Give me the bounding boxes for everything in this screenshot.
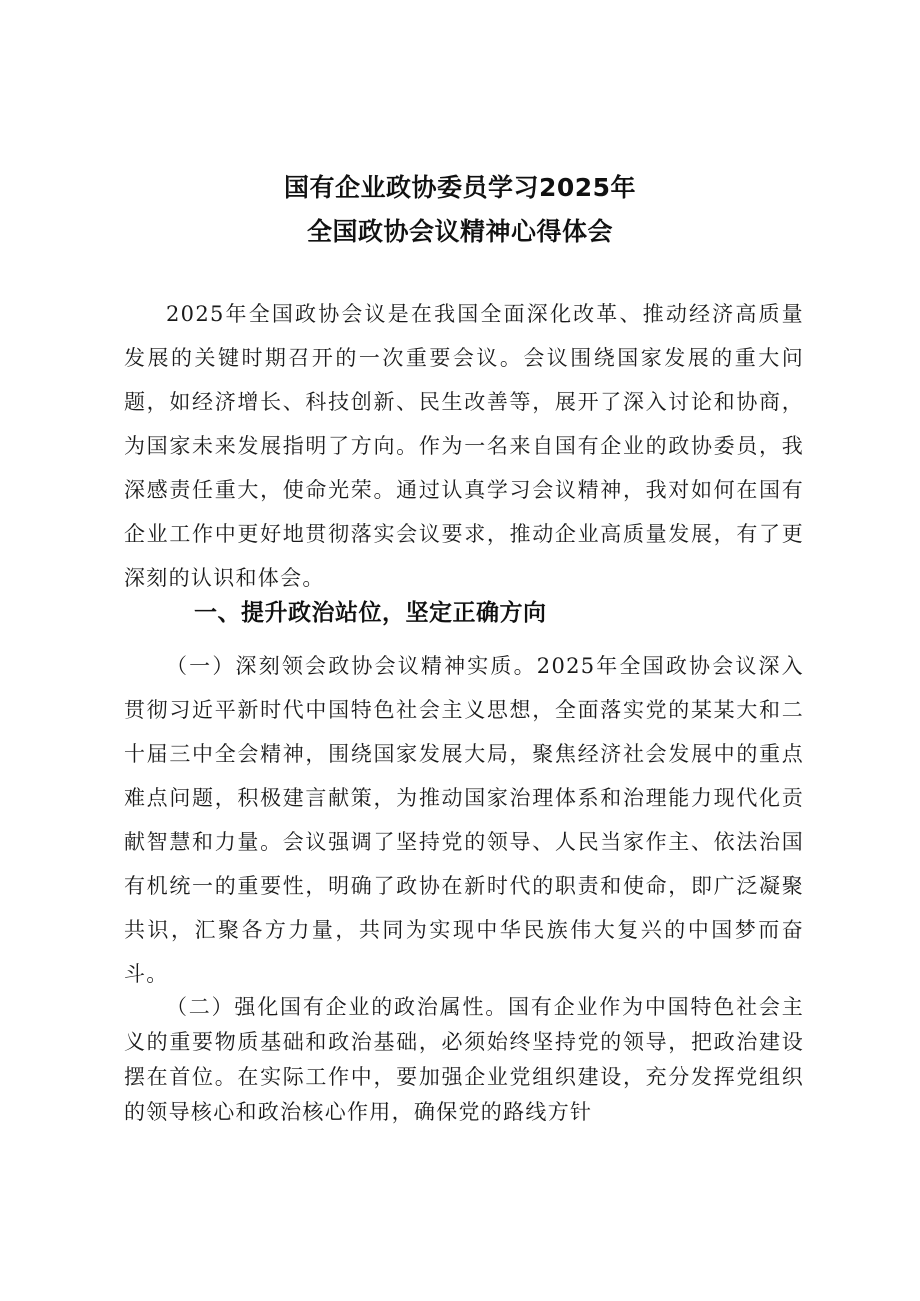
- section-1-paragraph-2: （二）强化国有企业的政治属性。国有企业作为中国特色社会主义的重要物质基础和政治基础，必须始终坚持党的领导，把政治建设摆在首位。在实际工作中，要加强企业党组织建设，充分发挥党组织的领导核心和政治核心作用，确保党的路线方针: [124, 995, 804, 1124]
- document-title-line-2: 全国政协会议精神心得体会: [306, 217, 613, 246]
- section-heading-1: 一、提升政治站位，坚定正确方向: [194, 600, 547, 626]
- document-title-line-1: 国有企业政协委员学习2025年: [283, 173, 637, 202]
- intro-paragraph: 2025年全国政协会议是在我国全面深化改革、推动经济高质量发展的关键时期召开的一次重要会议。会议围绕国家发展的重大问题，如经济增长、科技创新、民生改善等，展开了深入讨论和协商，为国家未来发展指明了方向。作为一名来自国有企业的政协委员，我深感责任重大，使命光荣。通过认真学习会议精神，我对如何在国有企业工作中更好地贯彻落实会议要求，推动企业高质量发展，有了更深刻的认识和体会。: [124, 302, 804, 590]
- section-1-paragraph-1: （一）深刻领会政协会议精神实质。2025年全国政协会议深入贯彻习近平新时代中国特色社会主义思想，全面落实党的某某大和二十届三中全会精神，围绕国家发展大局，聚焦经济社会发展中的重点难点问题，积极建言献策，为推动国家治理体系和治理能力现代化贡献智慧和力量。会议强调了坚持党的领导、人民当家作主、依法治国有机统一的重要性，明确了政协在新时代的职责和使命，即广泛凝聚共识，汇聚各方力量，共同为实现中华民族伟大复兴的中国梦而奋斗。: [124, 654, 804, 986]
